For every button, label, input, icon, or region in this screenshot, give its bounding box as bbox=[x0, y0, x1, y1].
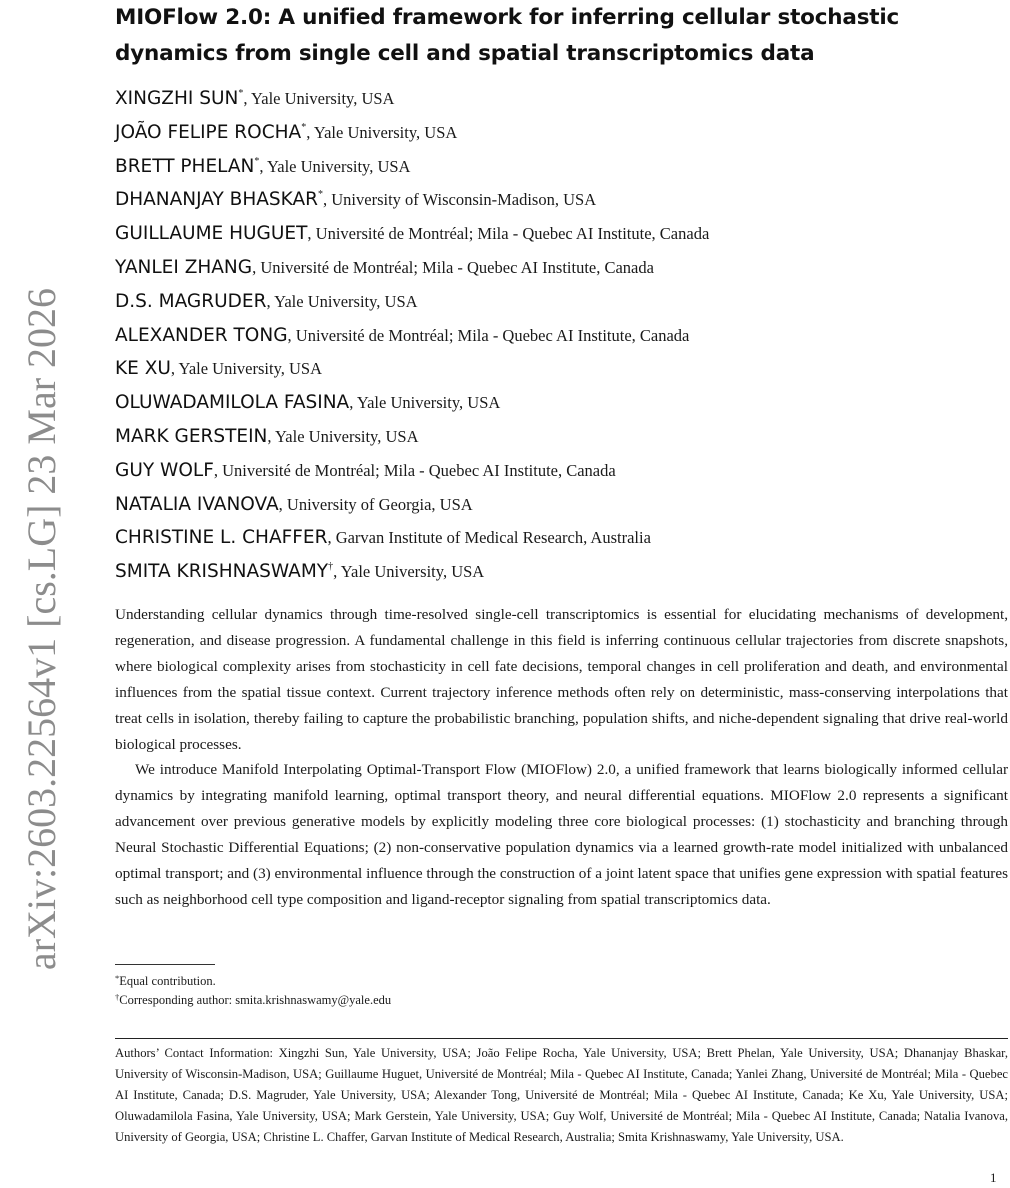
author-name: CHRISTINE L. CHAFFER bbox=[115, 527, 328, 549]
author-affiliation: , Université de Montréal; Mila - Quebec AI Institute, Canada bbox=[213, 460, 616, 480]
contact-divider bbox=[115, 1038, 1008, 1039]
footnote-mark: * bbox=[115, 973, 120, 983]
author-name: DHANANJAY BHASKAR bbox=[115, 189, 318, 211]
author-entry bbox=[115, 86, 995, 120]
author-entry bbox=[115, 120, 995, 154]
author-affiliation: , Garvan Institute of Medical Research, Australia bbox=[327, 528, 651, 548]
author-affiliation: , Yale University, USA bbox=[259, 156, 411, 176]
author-entry bbox=[115, 525, 995, 559]
abstract-paragraph-2: We introduce Manifold Interpolating Optimal-Transport Flow (MIOFlow) 2.0, a unified framework that learns biologically informed cellular dynamics by integrating manifold learning, optimal transport theory, and neural differential equations. MIOFlow 2.0 represents a significant advancement over previous generative models by explicitly modeling three core biological processes: (1) stochasticity and branching through Neural Stochastic Differential Equations; (2) non-conservative population dynamics via a learned growth-rate model initialized with unbalanced optimal transport; and (3) environmental influence through the construction of a joint latent space that unifies gene expression with spatial features such as neighborhood cell type composition and ligand-receptor signaling from spatial transcriptomics data. bbox=[115, 761, 1008, 908]
author-entry bbox=[115, 187, 995, 221]
footnote-text: Equal contribution. bbox=[119, 974, 216, 988]
author-name: MARK GERSTEIN bbox=[115, 425, 268, 447]
author-entry bbox=[115, 390, 995, 424]
author-mark: * bbox=[301, 121, 307, 133]
author-affiliation: , Université de Montréal; Mila - Quebec AI Institute, Canada bbox=[252, 257, 654, 277]
author-entry bbox=[115, 492, 995, 526]
author-entry bbox=[115, 289, 995, 323]
paper-title: MIOFlow 2.0: A unified framework for inferring cellular stochastic dynamics from single cell and spatial transcriptomics data bbox=[115, 5, 900, 66]
author-name: ALEXANDER TONG bbox=[115, 324, 288, 346]
author-affiliation: , Université de Montréal; Mila - Quebec AI Institute, Canada bbox=[307, 224, 710, 244]
author-entry bbox=[115, 424, 995, 458]
abstract-paragraph-1: Understanding cellular dynamics through time-resolved single-cell transcriptomics is essential for elucidating mechanisms of development, regeneration, and disease progression. A fundamental challenge in this field is inferring continuous cellular trajectories from discrete snapshots, where biological complexity arises from stochasticity in cell fate decisions, temporal changes in cell proliferation and death, and environmental influences from the spatial tissue context. Current trajectory inference methods often rely on deterministic, mass-conserving interpolations that treat cells in isolation, thereby failing to capture the probabilistic branching, population shifts, and niche-dependent signaling that drive real-world biological processes. bbox=[115, 606, 1008, 753]
author-affiliation: , Université de Montréal; Mila - Quebec AI Institute, Canada bbox=[287, 325, 690, 345]
footnote-text: Corresponding author: smita.krishnaswamy@yale.edu bbox=[119, 993, 392, 1007]
author-entry bbox=[115, 559, 995, 593]
author-entry bbox=[115, 323, 995, 357]
author-name: XINGZHI SUN bbox=[115, 88, 239, 109]
author-name: JOÃO FELIPE ROCHA bbox=[115, 121, 302, 143]
author-affiliation: , Yale University, USA bbox=[243, 89, 395, 108]
author-name: BRETT PHELAN bbox=[115, 155, 255, 177]
author-entry bbox=[115, 356, 995, 390]
arxiv-identifier: arXiv:2603.22564v1 [cs.LG] 23 Mar 2026 bbox=[19, 287, 64, 971]
footnotes bbox=[115, 972, 995, 1010]
author-name: GUILLAUME HUGUET bbox=[115, 223, 308, 245]
author-mark: * bbox=[318, 189, 323, 201]
author-mark: * bbox=[238, 88, 244, 99]
footnote-mark: † bbox=[115, 992, 120, 1002]
author-entry bbox=[115, 221, 995, 255]
author-entry bbox=[115, 255, 995, 289]
author-mark: † bbox=[328, 561, 334, 573]
author-affiliation: , Yale University, USA bbox=[333, 562, 485, 582]
footnote-corresponding-author bbox=[115, 991, 995, 1010]
author-name: NATALIA IVANOVA bbox=[115, 493, 279, 515]
footnote-equal-contribution bbox=[115, 972, 995, 991]
author-affiliation: , Yale University, USA bbox=[306, 122, 458, 142]
author-name: SMITA KRISHNASWAMY bbox=[115, 561, 329, 583]
author-affiliation: , Yale University, USA bbox=[266, 291, 418, 311]
author-name: GUY WOLF bbox=[115, 459, 214, 481]
abstract bbox=[115, 602, 1008, 913]
author-affiliation: , Yale University, USA bbox=[267, 426, 419, 446]
author-affiliation: , University of Georgia, USA bbox=[278, 494, 473, 514]
author-entry bbox=[115, 154, 995, 188]
author-mark: * bbox=[254, 155, 260, 167]
author-entry bbox=[115, 458, 995, 492]
authors-contact-information: Authors’ Contact Information: Xingzhi Sun, Yale University, USA; João Felipe Rocha, Yale University, USA; Brett Phelan, Yale University, USA; Dhananjay Bhaskar, University of Wisconsin-Madison, USA; Guillaume Huguet, Université de Montréal; Mila - Quebec AI Institute, Canada; Yanlei Zhang, Université de Montréal; Mila - Quebec AI Institute, Canada; D.S. Magruder, Yale University, USA; Alexander Tong, Université de Montréal; Mila - Quebec AI Institute, Canada; Ke Xu, Yale University, USA; Oluwadamilola Fasina, Yale University, USA; Mark Gerstein, Yale University, USA; Guy Wolf, Université de Montréal; Mila - Quebec AI Institute, Canada; Natalia Ivanova, University of Georgia, USA; Christine L. Chaffer, Garvan Institute of Medical Research, Australia; Smita Krishnaswamy, Yale University, USA. bbox=[115, 1046, 1008, 1144]
author-name: KE XU bbox=[115, 358, 171, 380]
author-name: OLUWADAMILOLA FASINA bbox=[115, 392, 350, 414]
page-number: 1 bbox=[990, 1170, 997, 1185]
author-affiliation: , Yale University, USA bbox=[170, 359, 323, 379]
footnote-rule bbox=[115, 964, 215, 965]
author-list bbox=[115, 86, 995, 593]
author-affiliation: , Yale University, USA bbox=[349, 393, 501, 413]
author-affiliation: , University of Wisconsin-Madison, USA bbox=[323, 190, 597, 210]
author-name: YANLEI ZHANG bbox=[115, 256, 253, 278]
author-name: D.S. MAGRUDER bbox=[115, 290, 267, 312]
